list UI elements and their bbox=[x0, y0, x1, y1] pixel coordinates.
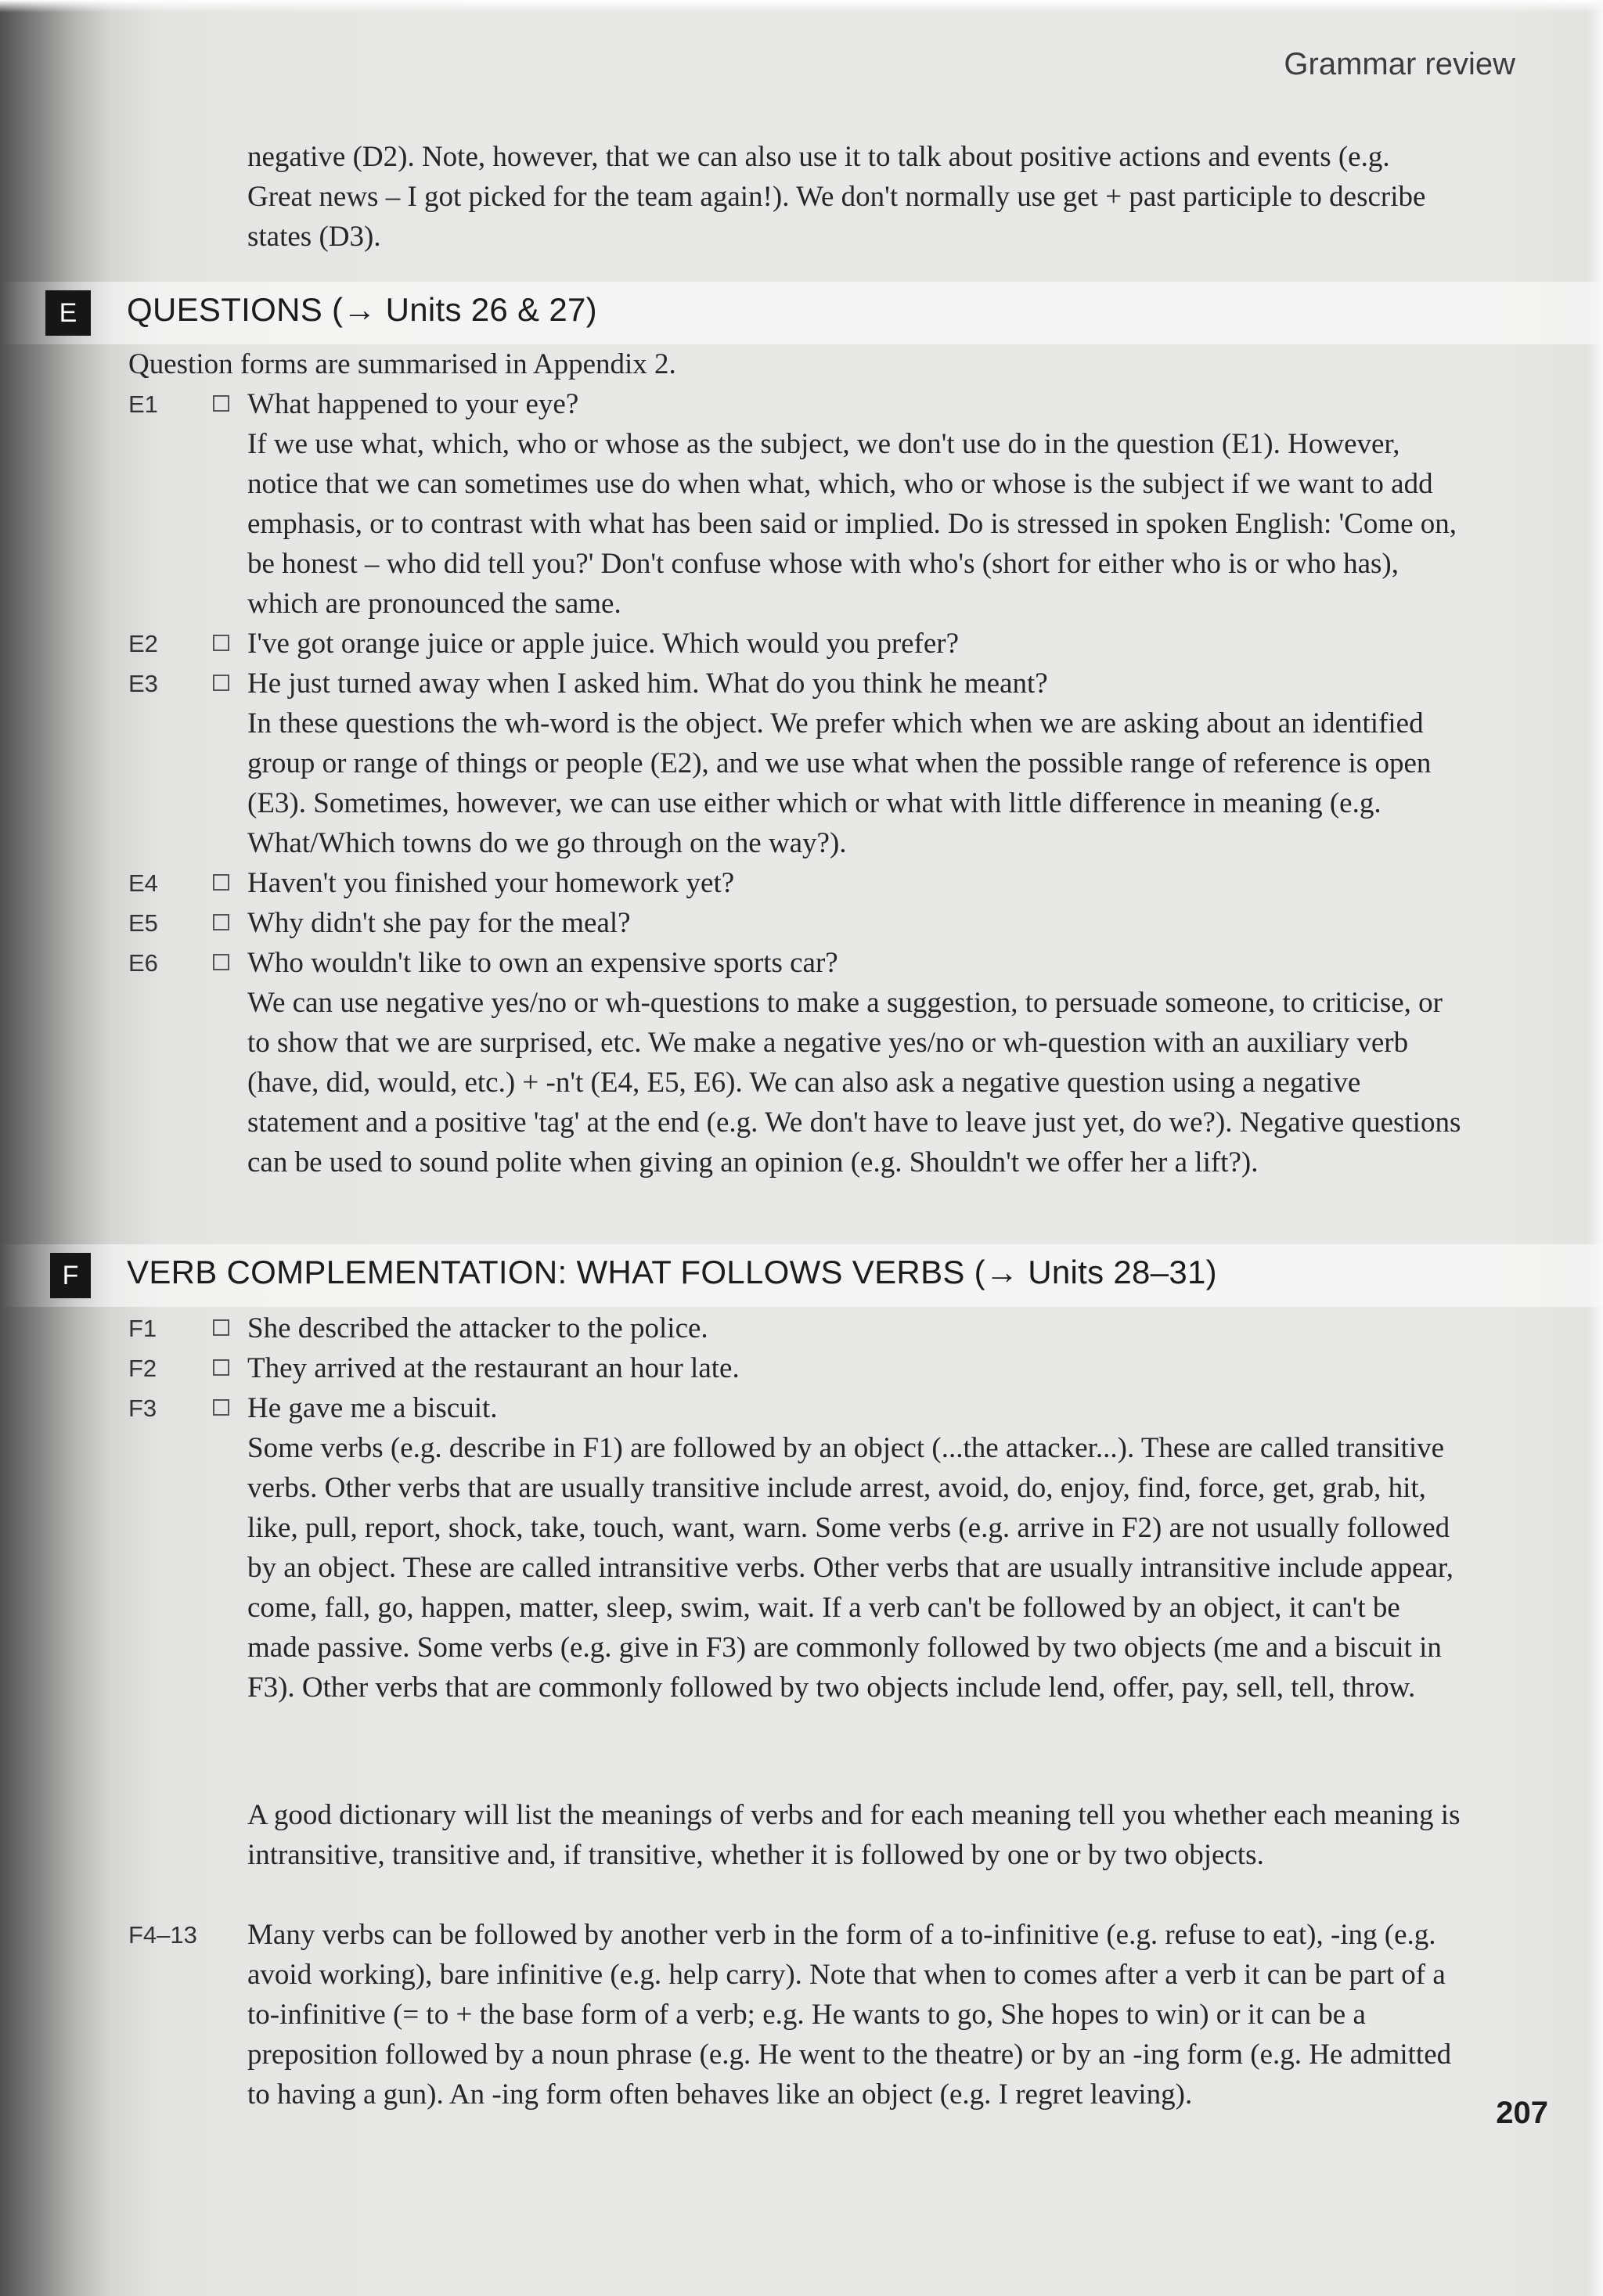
checkbox-icon bbox=[213, 635, 229, 651]
checkbox-icon bbox=[213, 1359, 229, 1376]
example-label: E5 bbox=[128, 909, 158, 937]
section-e-header bbox=[0, 282, 1603, 344]
section-e-note-1: If we use what, which, who or whose as the subject, we don't use do in the question (E1). However, notice that we can sometimes use do when what, which, who or whose is the subject if we want to add emphasis, or to contrast with what has been said or implied. Do is stressed in spoken English: 'Come on, be honest – who did tell you?' Don't confuse whose with who's (short for either who is or who has), which are pronounced the same. bbox=[247, 428, 1457, 620]
example-text: He just turned away when I asked him. What do you think he meant? bbox=[247, 668, 1048, 700]
section-f-note-1: Some verbs (e.g. describe in F1) are followed by an object (...the attacker...). These are called transitive verbs. Other verbs that are usually transitive include arrest, avoid, do, enjoy, find, force, get, grab, hit, like, pull, report, shock, take, touch, want, warn. Some verbs (e.g. arrive in F2) are not usually followed by an object. These are called intransitive verbs. Other verbs that are usually intransitive include appear, come, fall, go, happen, matter, sleep, swim, wait. If a verb can't be followed by an object, it can't be made passive. Some verbs (e.g. give in F3) are commonly followed by two objects (me and a biscuit in F3). Other verbs that are commonly followed by two objects include lend, offer, pay, sell, tell, throw. bbox=[247, 1432, 1454, 1704]
example-text: Haven't you finished your homework yet? bbox=[247, 867, 735, 899]
checkbox-icon bbox=[213, 914, 229, 930]
example-label: E4 bbox=[128, 869, 158, 897]
example-text: Why didn't she pay for the meal? bbox=[247, 907, 631, 939]
section-e-note-3: We can use negative yes/no or wh-questions to make a suggestion, to persuade someone, to criticise, or to show that we are surprised, etc. We make a negative yes/no or wh-question with an auxiliary verb (have, did, would, etc.) + -n't (E4, E5, E6). We can also ask a negative question using a negative statement and a positive 'tag' at the end (e.g. We don't have to leave just yet, do we?). Negative questions can be used to sound polite when giving an opinion (e.g. Shouldn't we offer her a lift?). bbox=[247, 987, 1461, 1179]
example-text: They arrived at the restaurant an hour late. bbox=[247, 1352, 740, 1384]
example-text: I've got orange juice or apple juice. Which would you prefer? bbox=[247, 628, 960, 660]
checkbox-icon bbox=[213, 395, 229, 412]
example-label: F2 bbox=[128, 1355, 157, 1382]
example-label: F1 bbox=[128, 1315, 157, 1342]
section-f-ref-note: Many verbs can be followed by another verb in the form of a to-infinitive (e.g. refuse to eat), -ing (e.g. avoid working), bare infinitive (e.g. help carry). Note that when to comes after a verb it can be part of a to-infinitive (= to + the base form of a verb; e.g. He wants to go, She hopes to win) or it can be a preposition followed by a noun phrase (e.g. He went to the theatre) or by an -ing form (e.g. He admitted to having a gun). An -ing form often behaves like an object (e.g. I regret leaving). bbox=[247, 1919, 1452, 2111]
section-e-note-2: In these questions the wh-word is the object. We prefer which when we are asking about an identified group or range of things or people (E2), and we use what when the possible range of reference is open (E3). Sometimes, however, we can use either which or what with little difference in meaning (e.g. What/Which towns do we go through on the way?). bbox=[247, 707, 1432, 859]
example-label: E6 bbox=[128, 949, 158, 977]
example-text: What happened to your eye? bbox=[247, 388, 579, 420]
checkbox-icon bbox=[213, 1399, 229, 1416]
running-head: Grammar review bbox=[1284, 47, 1515, 81]
example-label: E1 bbox=[128, 390, 158, 418]
section-f-tab: F bbox=[50, 1253, 91, 1298]
example-label: E3 bbox=[128, 670, 158, 697]
section-f-header bbox=[0, 1244, 1603, 1307]
continued-paragraph: negative (D2). Note, however, that we can also use it to talk about positive actions and events (e.g. Great news – I got picked for the team again!). We don't normally use get + past participle to describe states (D3). bbox=[247, 141, 1426, 253]
section-f-title: VERB COMPLEMENTATION: WHAT FOLLOWS VERBS (→ Units 28–31) bbox=[127, 1254, 1217, 1290]
checkbox-icon bbox=[213, 675, 229, 691]
section-f-ref-label: F4–13 bbox=[128, 1921, 197, 1949]
checkbox-icon bbox=[213, 874, 229, 891]
example-text: He gave me a biscuit. bbox=[247, 1392, 498, 1424]
checkbox-icon bbox=[213, 1319, 229, 1336]
example-text: She described the attacker to the police. bbox=[247, 1312, 708, 1344]
section-e-intro: Question forms are summarised in Appendix 2. bbox=[128, 348, 676, 380]
section-f-note-2: A good dictionary will list the meanings of verbs and for each meaning tell you whether each meaning is intransitive, transitive and, if transitive, whether it is followed by one or by two objects. bbox=[247, 1799, 1461, 1871]
page-number: 207 bbox=[1496, 2096, 1548, 2130]
example-label: E2 bbox=[128, 630, 158, 657]
example-text: Who wouldn't like to own an expensive sports car? bbox=[247, 947, 838, 979]
checkbox-icon bbox=[213, 954, 229, 970]
example-label: F3 bbox=[128, 1395, 157, 1422]
section-e-tab: E bbox=[45, 290, 91, 336]
section-e-title: QUESTIONS (→ Units 26 & 27) bbox=[127, 291, 597, 328]
